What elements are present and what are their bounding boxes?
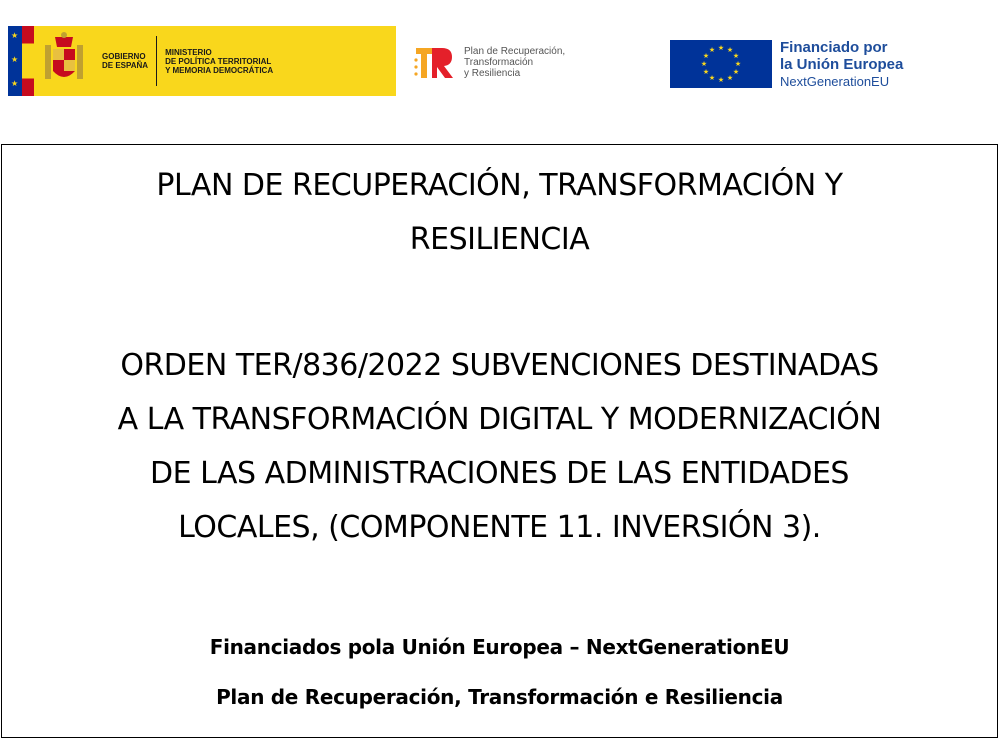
content-frame xyxy=(1,144,998,738)
svg-text:★: ★ xyxy=(726,46,734,54)
government-logo xyxy=(8,26,396,96)
svg-text:★: ★ xyxy=(717,44,725,52)
gov-spain-text: GOBIERNO DE ESPAÑA xyxy=(102,52,149,70)
svg-text:★: ★ xyxy=(702,52,710,60)
svg-text:★: ★ xyxy=(726,74,734,82)
order-line3: DE LAS ADMINISTRACIONES DE LAS ENTIDADES xyxy=(150,456,849,491)
order-line1: ORDEN TER/836/2022 SUBVENCIONES DESTINADAS xyxy=(120,348,879,383)
prtr-mark-icon xyxy=(412,40,456,84)
recovery-plan-logo xyxy=(412,38,632,86)
svg-text:★: ★ xyxy=(702,68,710,76)
spain-flag-icon: ★ ★ ★ xyxy=(8,26,34,96)
svg-text:★: ★ xyxy=(700,60,708,68)
recovery-plan-text: Plan de Recuperación, Transformación y Resiliencia xyxy=(464,45,566,79)
coat-of-arms-icon xyxy=(34,26,94,96)
eu-funding-logo xyxy=(670,38,970,90)
plan-title-line2: RESILIENCIA xyxy=(409,222,590,257)
plan-title xyxy=(2,159,997,267)
funding-footer: Financiados pola Unión Europea – NextGenerationEU xyxy=(209,635,790,659)
eu-flag-icon xyxy=(670,40,772,88)
order-line2: A LA TRANSFORMACIÓN DIGITAL Y MODERNIZACIÓN xyxy=(117,402,882,437)
order-line4: LOCALES, (COMPONENTE 11. INVERSIÓN 3). xyxy=(178,510,821,545)
svg-text:★: ★ xyxy=(708,74,716,82)
svg-text:★: ★ xyxy=(708,46,716,54)
svg-text:★: ★ xyxy=(732,68,740,76)
logo-header xyxy=(8,26,992,96)
plan-footer: Plan de Recuperación, Transformación e Resiliencia xyxy=(216,685,783,709)
eu-text-line1: Financiado por xyxy=(780,38,888,56)
svg-text:★: ★ xyxy=(717,76,725,84)
svg-text:★: ★ xyxy=(732,52,740,60)
eu-text-line2: la Unión Europea xyxy=(780,55,904,73)
ministry-text: MINISTERIO DE POLÍTICA TERRITORIAL Y MEMORIA DEMOCRÁTICA xyxy=(165,47,274,75)
eu-text-line3: NextGenerationEU xyxy=(780,73,890,89)
order-description xyxy=(2,339,997,555)
svg-text:★: ★ xyxy=(734,60,742,68)
plan-title-line1: PLAN DE RECUPERACIÓN, TRANSFORMACIÓN Y xyxy=(156,168,843,203)
